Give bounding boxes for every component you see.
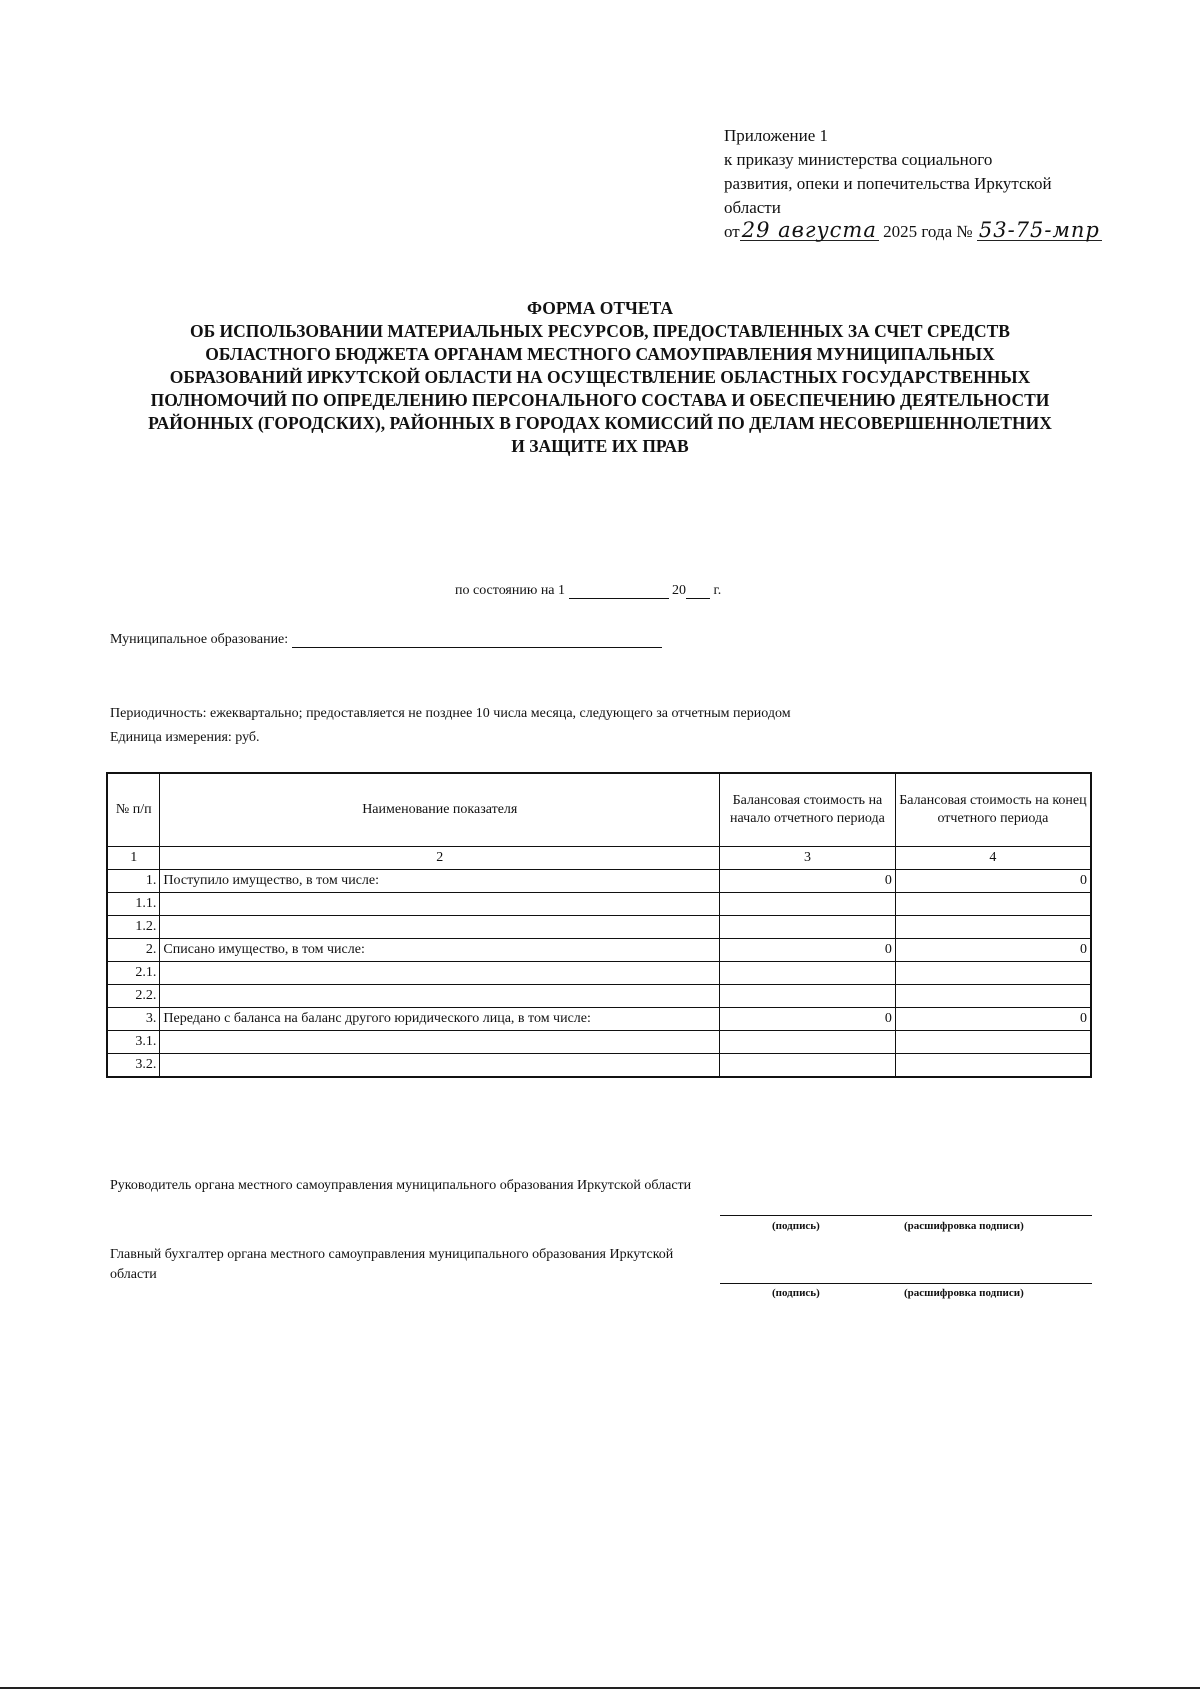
header-start-value: Балансовая стоимость на начало отчетного периода — [720, 773, 896, 847]
col-number: 4 — [895, 847, 1091, 870]
row-name[interactable] — [160, 1054, 720, 1078]
title-line-3: ОБЛАСТНОГО БЮДЖЕТА ОРГАНАМ МЕСТНОГО САМОУПРАВЛЕНИЯ МУНИЦИПАЛЬНЫХ — [205, 344, 995, 364]
row-end[interactable] — [895, 1054, 1091, 1078]
row-name[interactable] — [160, 985, 720, 1008]
appendix-line-2: к приказу министерства социального — [724, 150, 993, 169]
row-no: 2.1. — [107, 962, 160, 985]
title-line-4: ОБРАЗОВАНИЙ ИРКУТСКОЙ ОБЛАСТИ НА ОСУЩЕСТВЛЕНИЕ ОБЛАСТНЫХ ГОСУДАРСТВЕННЫХ — [169, 367, 1031, 387]
table-row — [107, 1054, 1091, 1078]
municipal-label: Муниципальное образование: — [110, 632, 289, 647]
col-number: 3 — [720, 847, 896, 870]
form-title — [100, 297, 1100, 458]
title-line-5: ПОЛНОМОЧИЙ ПО ОПРЕДЕЛЕНИЮ ПЕРСОНАЛЬНОГО СОСТАВА И ОБЕСПЕЧЕНИЮ ДЕЯТЕЛЬНОСТИ — [150, 390, 1050, 410]
title-line-6: РАЙОННЫХ (ГОРОДСКИХ), РАЙОННЫХ В ГОРОДАХ КОМИССИЙ ПО ДЕЛАМ НЕСОВЕРШЕННОЛЕТНИХ — [148, 413, 1052, 433]
header-no: № п/п — [107, 773, 160, 847]
row-no: 2.2. — [107, 985, 160, 1008]
row-name: Передано с баланса на баланс другого юридического лица, в том числе: — [160, 1008, 720, 1031]
col-number: 1 — [107, 847, 160, 870]
table-row — [107, 893, 1091, 916]
row-name[interactable] — [160, 1031, 720, 1054]
appendix-block — [724, 124, 1124, 244]
row-end[interactable]: 0 — [895, 870, 1091, 893]
handwritten-date: 29 августа — [741, 218, 877, 242]
row-end[interactable] — [895, 916, 1091, 939]
title-line-2: ОБ ИСПОЛЬЗОВАНИИ МАТЕРИАЛЬНЫХ РЕСУРСОВ, ПРЕДОСТАВЛЕННЫХ ЗА СЧЕТ СРЕДСТВ — [190, 321, 1010, 341]
row-name[interactable] — [160, 916, 720, 939]
row-start[interactable] — [720, 1031, 896, 1054]
state-prefix: по состоянию на 1 — [455, 583, 566, 598]
row-end[interactable]: 0 — [895, 1008, 1091, 1031]
row-no: 1.2. — [107, 916, 160, 939]
row-start[interactable]: 0 — [720, 939, 896, 962]
handwritten-number: 53-75-мпр — [978, 218, 1100, 242]
row-name: Поступило имущество, в том числе: — [160, 870, 720, 893]
table-row — [107, 1031, 1091, 1054]
accountant-decoding-caption: (расшифровка подписи) — [904, 1287, 1024, 1299]
column-numbers-row — [107, 847, 1091, 870]
row-start[interactable] — [720, 1054, 896, 1078]
page-bottom-rule — [0, 1687, 1200, 1689]
state-suffix: г. — [713, 583, 722, 598]
periodicity-text: Периодичность: ежеквартально; предоставляется не позднее 10 числа месяца, следующего за отчетным периодом — [110, 706, 791, 721]
head-decoding-caption: (расшифровка подписи) — [904, 1220, 1024, 1232]
unit-text: Единица измерения: руб. — [110, 730, 260, 745]
table-row — [107, 1008, 1091, 1031]
row-start[interactable]: 0 — [720, 1008, 896, 1031]
row-start[interactable] — [720, 962, 896, 985]
accountant-signature-line[interactable] — [720, 1283, 1092, 1284]
appendix-line-3: развития, опеки и попечительства Иркутской — [724, 174, 1052, 193]
table-row — [107, 870, 1091, 893]
row-no: 1. — [107, 870, 160, 893]
table-row — [107, 939, 1091, 962]
report-table — [106, 772, 1092, 1078]
table-header-row — [107, 773, 1091, 847]
row-start[interactable] — [720, 916, 896, 939]
year-text: 2025 года № — [883, 222, 973, 241]
row-no: 3.2. — [107, 1054, 160, 1078]
title-line-7: И ЗАЩИТЕ ИХ ПРАВ — [511, 436, 689, 456]
table-row — [107, 985, 1091, 1008]
month-blank-line[interactable] — [569, 584, 669, 599]
head-signature-caption: (подпись) — [772, 1220, 820, 1232]
from-prefix: от — [724, 222, 740, 241]
appendix-order-line — [724, 220, 1124, 244]
col-number: 2 — [160, 847, 720, 870]
row-no: 3.1. — [107, 1031, 160, 1054]
municipal-blank-line[interactable] — [292, 633, 662, 648]
row-start[interactable] — [720, 893, 896, 916]
header-name: Наименование показателя — [160, 773, 720, 847]
row-end[interactable] — [895, 985, 1091, 1008]
state-date-line — [455, 583, 721, 599]
row-no: 2. — [107, 939, 160, 962]
accountant-signature-caption: (подпись) — [772, 1287, 820, 1299]
appendix-line-1: Приложение 1 — [724, 126, 828, 145]
table-row — [107, 916, 1091, 939]
row-no: 1.1. — [107, 893, 160, 916]
table-row — [107, 962, 1091, 985]
row-end[interactable] — [895, 962, 1091, 985]
row-no: 3. — [107, 1008, 160, 1031]
row-end[interactable]: 0 — [895, 939, 1091, 962]
accountant-signature-label: Главный бухгалтер органа местного самоуправления муниципального образования Иркутской области — [110, 1247, 674, 1282]
row-end[interactable] — [895, 893, 1091, 916]
year-blank-line[interactable] — [686, 584, 710, 599]
row-start[interactable] — [720, 985, 896, 1008]
municipal-line — [110, 632, 662, 648]
header-end-value: Балансовая стоимость на конец отчетного периода — [895, 773, 1091, 847]
row-start[interactable]: 0 — [720, 870, 896, 893]
row-end[interactable] — [895, 1031, 1091, 1054]
appendix-line-4: области — [724, 198, 781, 217]
row-name[interactable] — [160, 893, 720, 916]
row-name[interactable] — [160, 962, 720, 985]
title-line-1: ФОРМА ОТЧЕТА — [527, 298, 673, 318]
row-name: Списано имущество, в том числе: — [160, 939, 720, 962]
head-signature-line[interactable] — [720, 1215, 1092, 1216]
state-year-prefix: 20 — [672, 583, 687, 598]
head-signature-label: Руководитель органа местного самоуправления муниципального образования Иркутской области — [110, 1178, 692, 1193]
